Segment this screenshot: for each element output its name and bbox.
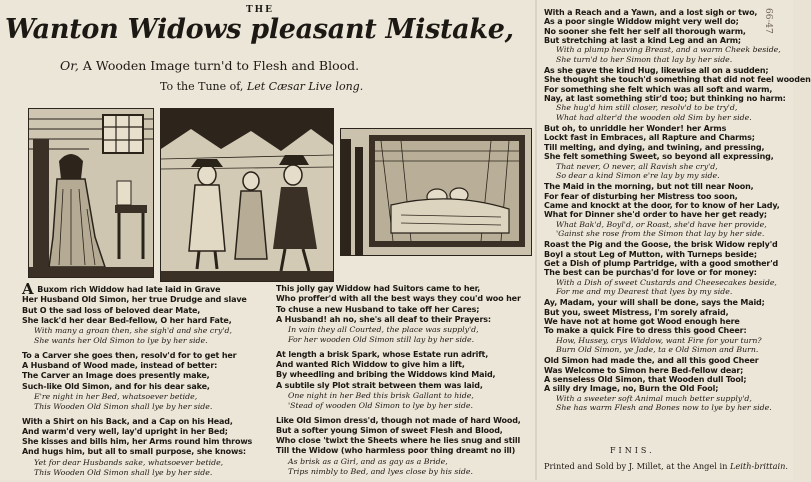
imprint-line (544, 461, 788, 471)
verse-line: With a plump heaving Breast, and a warm Cheek beside, (556, 45, 781, 55)
verse-line: Roast the Pig and the Goose, the brisk Widow reply'd (544, 240, 778, 250)
verse-line: How, Hussey, crys Widdow, want Fire for your turn? (556, 335, 762, 345)
verse-line: Old Simon had made the, and all this good Cheer (544, 356, 759, 366)
verse-line: Her Husband Old Simon, her true Drudge and slave (22, 295, 247, 305)
verse-line: She felt something Sweet, so beyond all expressing, (544, 152, 774, 162)
verse-line: One night in her Bed this brisk Gallant to hide, (288, 390, 474, 400)
bed-scene-woodcut (340, 128, 532, 256)
verse-stanza (544, 182, 780, 238)
verse-line: As a poor single Widdow might very well do; (544, 17, 739, 27)
verse-line: With a Dish of sweet Custards and Cheesecakes beside, (556, 277, 777, 287)
verse-line: She thought she touch'd something that did not feel wooden (544, 75, 811, 85)
verse-line: What for Dinner she'd order to have her get ready; (544, 210, 767, 220)
verse-line: A Husband! ah no, she's all deaf to their Prayers: (276, 314, 491, 324)
verse-line: But stretching at last a kind Leg and an Arm; (544, 36, 741, 46)
verse-line: But oh, to unriddle her Wonder! her Arms (544, 124, 727, 134)
verse-stanza (544, 356, 772, 412)
verse-line: Till the Widow (who harmless poor thing dreamt no ill) (276, 446, 516, 456)
verse-line: To make a quick Fire to dress this good Cheer: (544, 326, 747, 336)
verse-line: At length a brisk Spark, whose Estate run adrift, (276, 349, 489, 359)
verse-stanza (22, 417, 276, 479)
verse-line: Nay, at last something stir'd too; but thinking no harm: (544, 94, 786, 104)
drop-capital: A (22, 280, 34, 298)
verse-line: Was Welcome to Simon here Bed-fellow dear; (544, 365, 744, 375)
subtitle-or: Or, (60, 58, 79, 73)
verse-line: A subtile sly Plot strait between them was laid, (276, 380, 483, 390)
verse-line: That never, O never, all Ravish she cry'd, (556, 161, 718, 171)
verse-column-right (544, 8, 811, 413)
verse-stanza (276, 416, 534, 478)
finis-mark: FINIS. (610, 446, 655, 455)
verse-line: But you, sweet Mistress, I'm sorely afraid, (544, 307, 729, 317)
verse-line: To chuse a new Husband to take off her Cares; (276, 304, 480, 314)
verse-line (22, 280, 276, 298)
verse-stanza (544, 298, 772, 354)
verse-line: Till melting, and dying, and twining, and pressing, (544, 142, 765, 152)
verse-line: By wheedling and bribing the Widdows kind Maid, (276, 370, 496, 380)
verse-line: And wanted Rich Widdow to give him a lift, (276, 360, 465, 370)
ballad-subtitle (60, 58, 520, 73)
verse-stanza (544, 66, 811, 122)
verse-stanza (276, 284, 534, 346)
center-fold (535, 0, 537, 480)
verse-column-left (22, 280, 276, 482)
verse-line: The Maid in the morning, but not till near Noon, (544, 182, 754, 192)
verse-line: Lockt fast in Embraces, all Rapture and Charms; (544, 133, 755, 143)
verse-line: Came and knockt at the door, for to know of her Lady, (544, 200, 780, 210)
verse-line: Ay, Madam, your will shall be done, says the Maid; (544, 298, 765, 308)
refrain-line: Burn Old Simon, ye Jade, ta e Old Simon and Burn. (556, 345, 759, 355)
verse-line: And hugs him, but all to small purpose, she knows: (22, 447, 246, 457)
refrain-line: For her wooden Old Simon still lay by her side. (288, 335, 475, 345)
verse-line: The best can be purchas'd for love or for money: (544, 268, 757, 278)
verse-line: We have not at home got Wood enough here (544, 317, 740, 326)
refrain-line: 'Stead of wooden Old Simon to lye by her side. (288, 401, 473, 411)
subtitle-text: A Wooden Image turn'd to Flesh and Blood. (82, 58, 360, 73)
verse-stanza (22, 351, 276, 413)
verse-line: As she gave the kind Hug, likewise all on a sudden; (544, 66, 769, 76)
verse-line: Get a Dish of plump Partridge, with a good smother'd (544, 258, 779, 268)
verse-line: For fear of disturbing her Mistress too soon, (544, 191, 738, 201)
verse-line: A Husband of Wood made, instead of better: (22, 361, 218, 371)
imprint-printer: J. Millet, at the Angel in (628, 461, 728, 471)
verse-line: Who proffer'd with all the best ways they cou'd woo her (276, 294, 521, 304)
refrain-line: 'Gainst she rose from the Simon that lay by her side. (556, 228, 765, 238)
verse-line: But a softer young Simon of sweet Flesh and Blood, (276, 425, 503, 435)
verse-line: A senseless Old Simon, that Wooden dull Tool; (544, 375, 747, 385)
tune-line (160, 80, 540, 93)
refrain-line: What had alter'd the wooden old Sim by her side. (556, 112, 752, 122)
verse-stanza (544, 240, 779, 296)
imprint-prefix: Printed and Sold by (544, 461, 627, 471)
verse-column-middle (276, 284, 534, 481)
verse-line: She lack'd her dear Bed-fellow, O her hard Fate, (22, 315, 232, 325)
verse-line: With a sweeter soft Animal much better supply'd, (556, 393, 752, 403)
verse-line: Yet for dear Husbands sake, whatsoever betide, (34, 457, 224, 467)
verse-line: Who close 'twixt the Sheets where he lies snug and still (276, 436, 521, 446)
tune-prefix: To the Tune of, (160, 80, 244, 93)
refrain-line: Trips nimbly to Bed, and lyes close by his side. (288, 467, 473, 477)
verse-stanza (22, 280, 276, 347)
refrain-line: She has warm Flesh and Bones now to lye by her side. (556, 403, 772, 413)
verse-line: For something she felt which was all soft and warm, (544, 84, 773, 94)
woman-seated-woodcut (28, 108, 154, 278)
verse-line: And warm'd very well, lay'd upright in her Bed; (22, 426, 228, 436)
verse-line: She hug'd him still closer, resolv'd to be try'd, (556, 103, 738, 113)
verse-line: But O the sad loss of beloved dear Mate, (22, 305, 201, 315)
refrain-line: For me and my Dearest that lyes by my side. (556, 286, 733, 296)
verse-line: Such-like Old Simon, and for his dear sake, (22, 381, 210, 391)
verse-line: With a Reach and a Yawn, and a lost sigh or two, (544, 8, 758, 17)
verse-stanza (544, 8, 781, 64)
verse-stanza (276, 350, 534, 412)
verse-line: To a Carver she goes then, resolv'd for to get her (22, 350, 237, 360)
verse-line: With many a groan then, she sigh'd and she cry'd, (34, 326, 232, 336)
imprint-place: Leith-brittain. (730, 461, 788, 471)
refrain-line: So dear a kind Simon e're lay by my side. (556, 170, 720, 180)
verse-line: As brisk as a Girl, and as gay as a Bride, (288, 456, 448, 466)
line-text: Buxom rich Widdow had late laid in Grave (34, 285, 221, 294)
verse-line: What Bak'd, Boyl'd, or Roast, she'd have her provide, (556, 219, 767, 229)
verse-stanza (544, 124, 772, 180)
tune-name: Let Cæsar Live long. (246, 80, 364, 93)
ballad-title: Wanton Widows pleasant Mistake, (5, 14, 514, 45)
three-figures-woodcut (160, 108, 334, 282)
verse-line: Boyl a stout Leg of Mutton, with Turneps beside; (544, 249, 757, 259)
verse-line: A silly dry Image, no, Burn the Old Fool; (544, 384, 719, 394)
refrain-line: This Wooden Old Simon shall lye by her side. (34, 402, 213, 412)
title-article: THE (245, 5, 275, 15)
verse-line: E're night in her Bed, whatsoever betide, (34, 391, 198, 401)
verse-line: Like Old Simon dress'd, though not made of hard Wood, (276, 415, 521, 425)
refrain-line: She turn'd to her Simon that lay by her side. (556, 54, 733, 64)
verse-line: This jolly gay Widdow had Suitors came to her, (276, 284, 481, 293)
verse-line: She kisses and bills him, her Arms round him throws (22, 437, 253, 447)
verse-line: In vain they all Courted, the place was supply'd, (288, 325, 479, 335)
verse-line: With a Shirt on his Back, and a Cap on his Head, (22, 416, 233, 426)
margin-annotation: 66·47 (763, 8, 773, 34)
refrain-line: She wants her Old Simon to lye by her side. (34, 336, 208, 346)
verse-line: No sooner she felt her self all thorough warm, (544, 26, 746, 36)
refrain-line: This Wooden Old Simon shall lye by her side. (34, 468, 213, 478)
verse-line: The Carver an Image does presently make, (22, 371, 210, 381)
